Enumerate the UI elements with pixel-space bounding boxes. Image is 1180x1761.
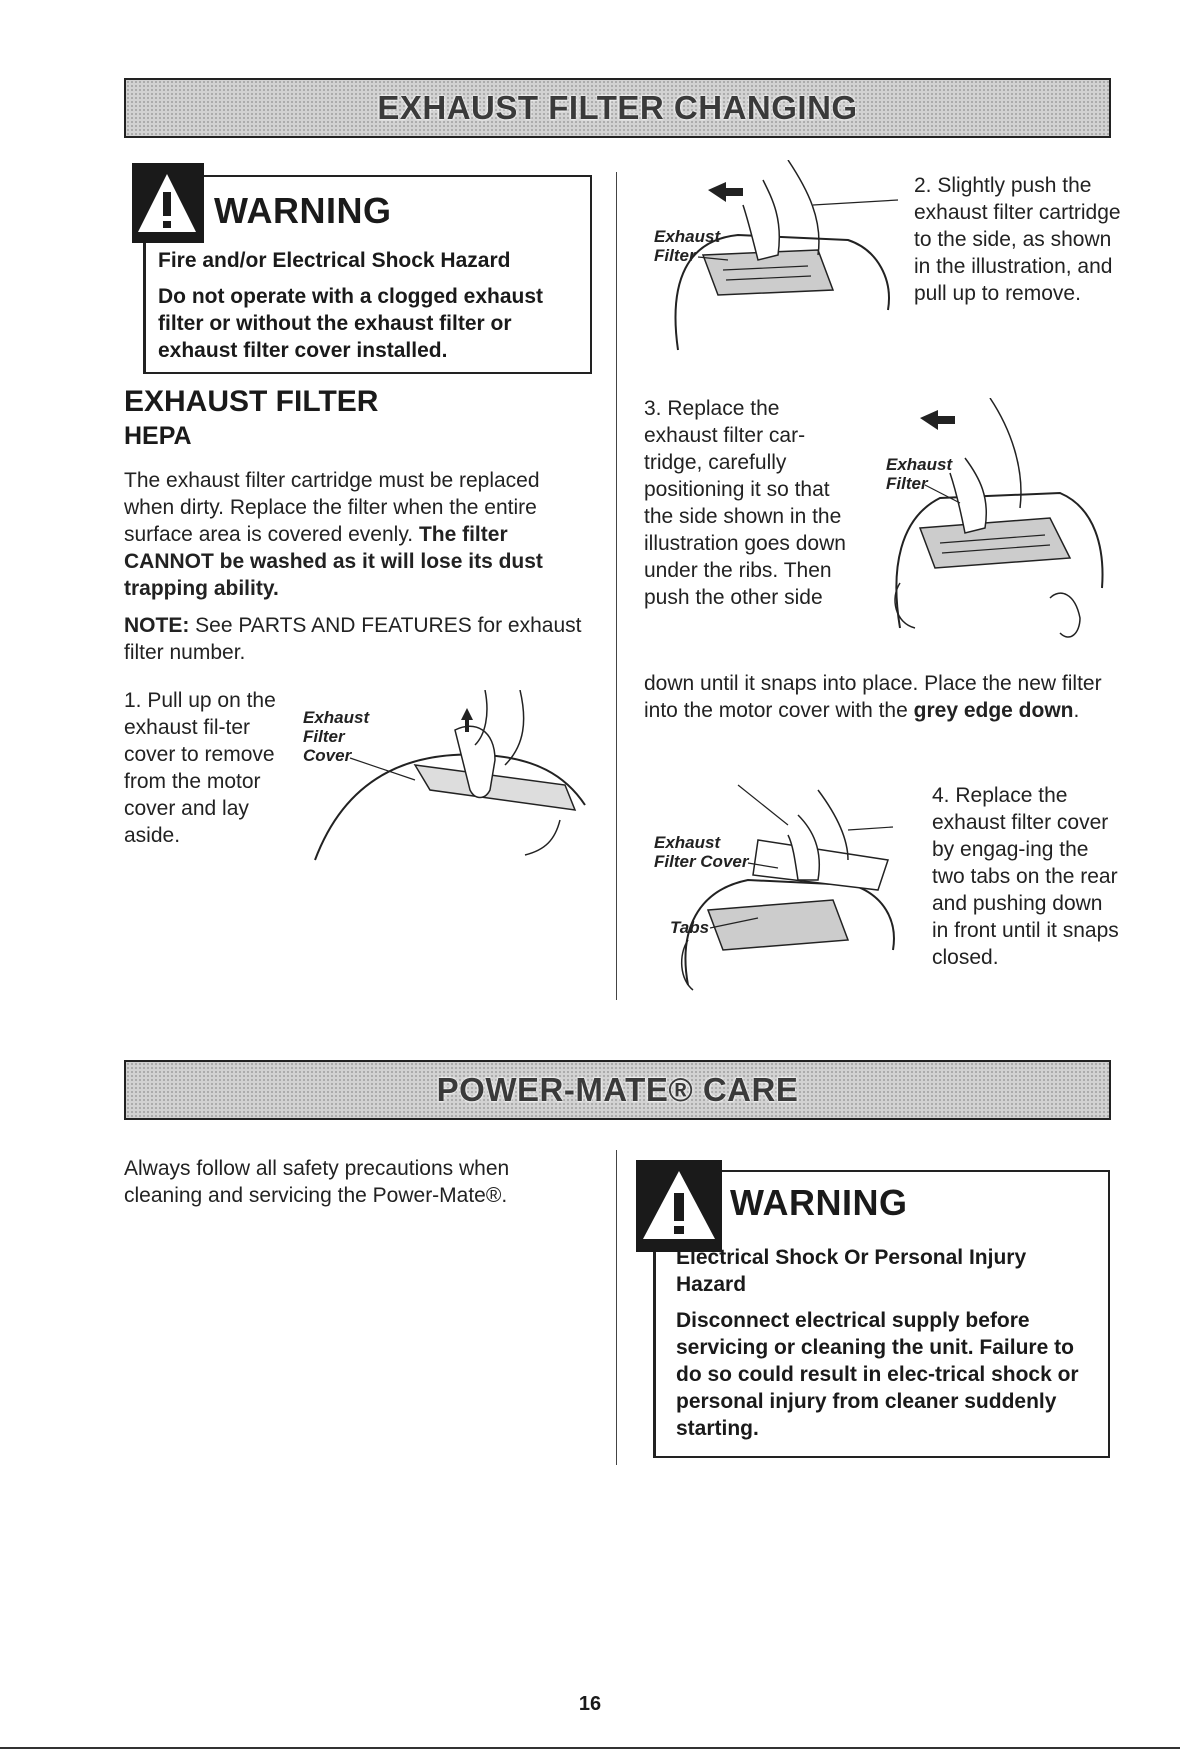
warning-triangle-icon — [641, 1167, 717, 1245]
step-2-number: 2. — [914, 174, 932, 197]
column-divider-2 — [616, 1150, 617, 1465]
step-1 — [124, 687, 294, 849]
filter-replace-text: The exhaust filter cartridge must be replaced when dirty. Replace the filter when the entire surface area is covered evenly. — [124, 469, 540, 546]
step-4-number: 4. — [932, 784, 950, 807]
warning-instruction: Disconnect electrical supply before servicing or cleaning the unit. Failure to do so could result in elec-trical shock or personal injury from cleaner suddenly starting. — [676, 1309, 1079, 1440]
fig1-label-cover: Cover — [303, 746, 352, 765]
step-4 — [932, 782, 1122, 971]
section-banner-power-mate-care — [124, 1060, 1111, 1120]
filter-cannot-wash-text: The filter CANNOT be washed as it will lose its dust trapping ability. — [124, 523, 543, 600]
step-3-end: . — [1073, 699, 1080, 722]
step-3-cont-text: down until it snaps into place. Place the new filter into the motor cover with the — [644, 672, 1102, 722]
fig3-label-filter: Filter — [886, 474, 928, 493]
banner-title: POWER-MATE® CARE — [436, 1071, 799, 1108]
note-text: See PARTS AND FEATURES for exhaust filter number. — [124, 614, 582, 664]
fig3-label-exhaust: Exhaust — [886, 455, 953, 474]
step-3-text: Replace the exhaust filter car-tridge, carefully positioning it so that the side shown in the illustration goes down under the ribs. Then push the other side — [644, 397, 846, 609]
page-number: 16 — [578, 1693, 602, 1715]
warning-hazard: Electrical Shock Or Personal Injury Hazard — [676, 1246, 1027, 1296]
exhaust-filter-description — [124, 467, 594, 676]
power-mate-safety-text: Always follow all safety precautions when cleaning and servicing the Power-Mate®. — [124, 1157, 510, 1207]
step-3 — [644, 395, 852, 611]
warning-hazard: Fire and/or Electrical Shock Hazard — [158, 249, 511, 272]
fig4-label-filter-cover: Filter Cover — [654, 852, 749, 871]
fig4-label-tabs: Tabs — [670, 918, 710, 937]
illustration-remove-cartridge — [648, 160, 910, 360]
step-2 — [914, 172, 1124, 307]
warning-text — [676, 1244, 1101, 1451]
step-1-text: Pull up on the exhaust fil-ter cover to remove from the motor cover and lay aside. — [124, 689, 276, 847]
footer-rule — [0, 1747, 1180, 1749]
banner-title: EXHAUST FILTER CHANGING — [377, 89, 858, 126]
warning-instruction: Do not operate with a clogged exhaust filter or without the exhaust filter or exhaust filter cover installed. — [158, 285, 544, 362]
warning-triangle-icon — [136, 170, 198, 236]
step-3-grey-edge: grey edge down — [913, 699, 1074, 722]
warning-title: WARNING — [730, 1182, 908, 1223]
fig4-label-exhaust: Exhaust — [654, 833, 721, 852]
illustration-replace-cover — [648, 780, 918, 995]
note-label: NOTE: — [124, 614, 190, 637]
fig1-label-filter: Filter — [303, 727, 345, 746]
step-3-continued — [644, 670, 1124, 724]
exhaust-filter-heading: EXHAUST FILTER — [124, 385, 379, 418]
column-divider — [616, 172, 617, 1000]
hepa-subheading: HEPA — [124, 422, 192, 450]
warning-text — [158, 247, 588, 373]
step-4-text: Replace the exhaust filter cover by engag-ing the two tabs on the rear and pushing down in front until it snaps closed. — [932, 784, 1119, 969]
step-3-number: 3. — [644, 397, 662, 420]
step-1-number: 1. — [124, 689, 142, 712]
fig2-label-filter: Filter — [654, 246, 696, 265]
fig2-label-exhaust: Exhaust — [654, 227, 721, 246]
illustration-replace-cartridge — [880, 398, 1110, 648]
section-banner-exhaust-filter-changing — [124, 78, 1111, 138]
step-2-text: Slightly push the exhaust filter cartridge to the side, as shown in the illustration, and pull up to remove. — [914, 174, 1121, 305]
warning-title: WARNING — [214, 190, 392, 231]
fig1-label-exhaust: Exhaust — [303, 708, 370, 727]
illustration-filter-cover — [295, 690, 605, 870]
